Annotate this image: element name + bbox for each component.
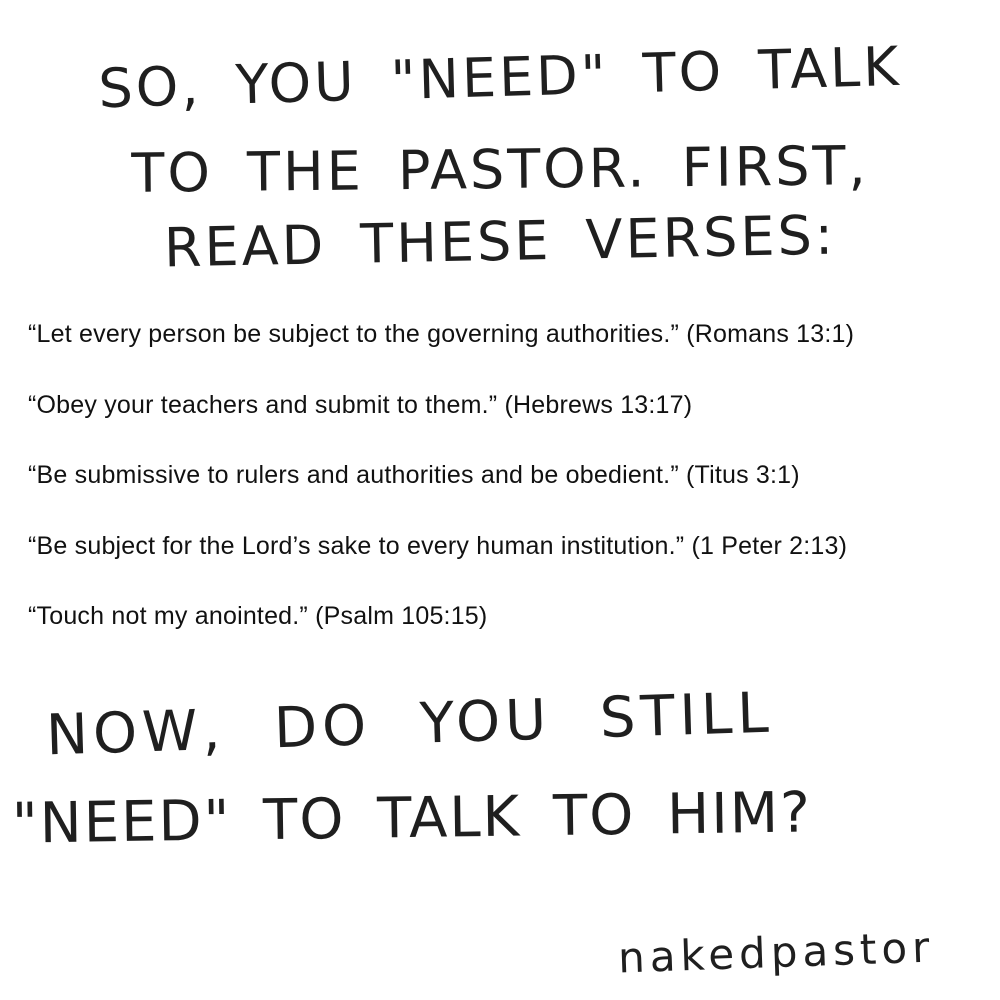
- verse-hebrews: [28, 391, 692, 420]
- verse-reference: (Romans 13:1): [686, 320, 855, 348]
- artist-signature: nakedpastor: [616, 922, 935, 983]
- verse-quote: “Obey your teachers and submit to them.”: [28, 391, 498, 419]
- verse-quote: “Touch not my anointed.”: [28, 602, 308, 630]
- closing-line-2: "NEED" TO TALK TO HIM?: [11, 780, 813, 857]
- verse-quote: “Be submissive to rulers and authorities and be obedient.”: [28, 461, 679, 489]
- verse-reference: (Hebrews 13:17): [504, 391, 693, 419]
- verse-reference: (1 Peter 2:13): [691, 532, 848, 560]
- verse-titus: [28, 461, 800, 490]
- headline-line-3: READ THESE VERSES:: [163, 203, 837, 280]
- verse-reference: (Psalm 105:15): [315, 602, 488, 630]
- headline-line-2: TO THE PASTOR. FIRST,: [131, 134, 869, 205]
- verse-romans: [28, 320, 854, 349]
- verse-quote: “Be subject for the Lord’s sake to every human institution.”: [28, 532, 685, 560]
- verse-peter: [28, 532, 847, 561]
- verse-reference: (Titus 3:1): [686, 461, 800, 489]
- closing-line-1: NOW, DO YOU STILL: [45, 680, 775, 769]
- verse-quote: “Let every person be subject to the governing authorities.”: [28, 320, 680, 348]
- headline-line-1: SO, YOU "NEED" TO TALK: [97, 34, 903, 121]
- verse-psalm: [28, 602, 487, 631]
